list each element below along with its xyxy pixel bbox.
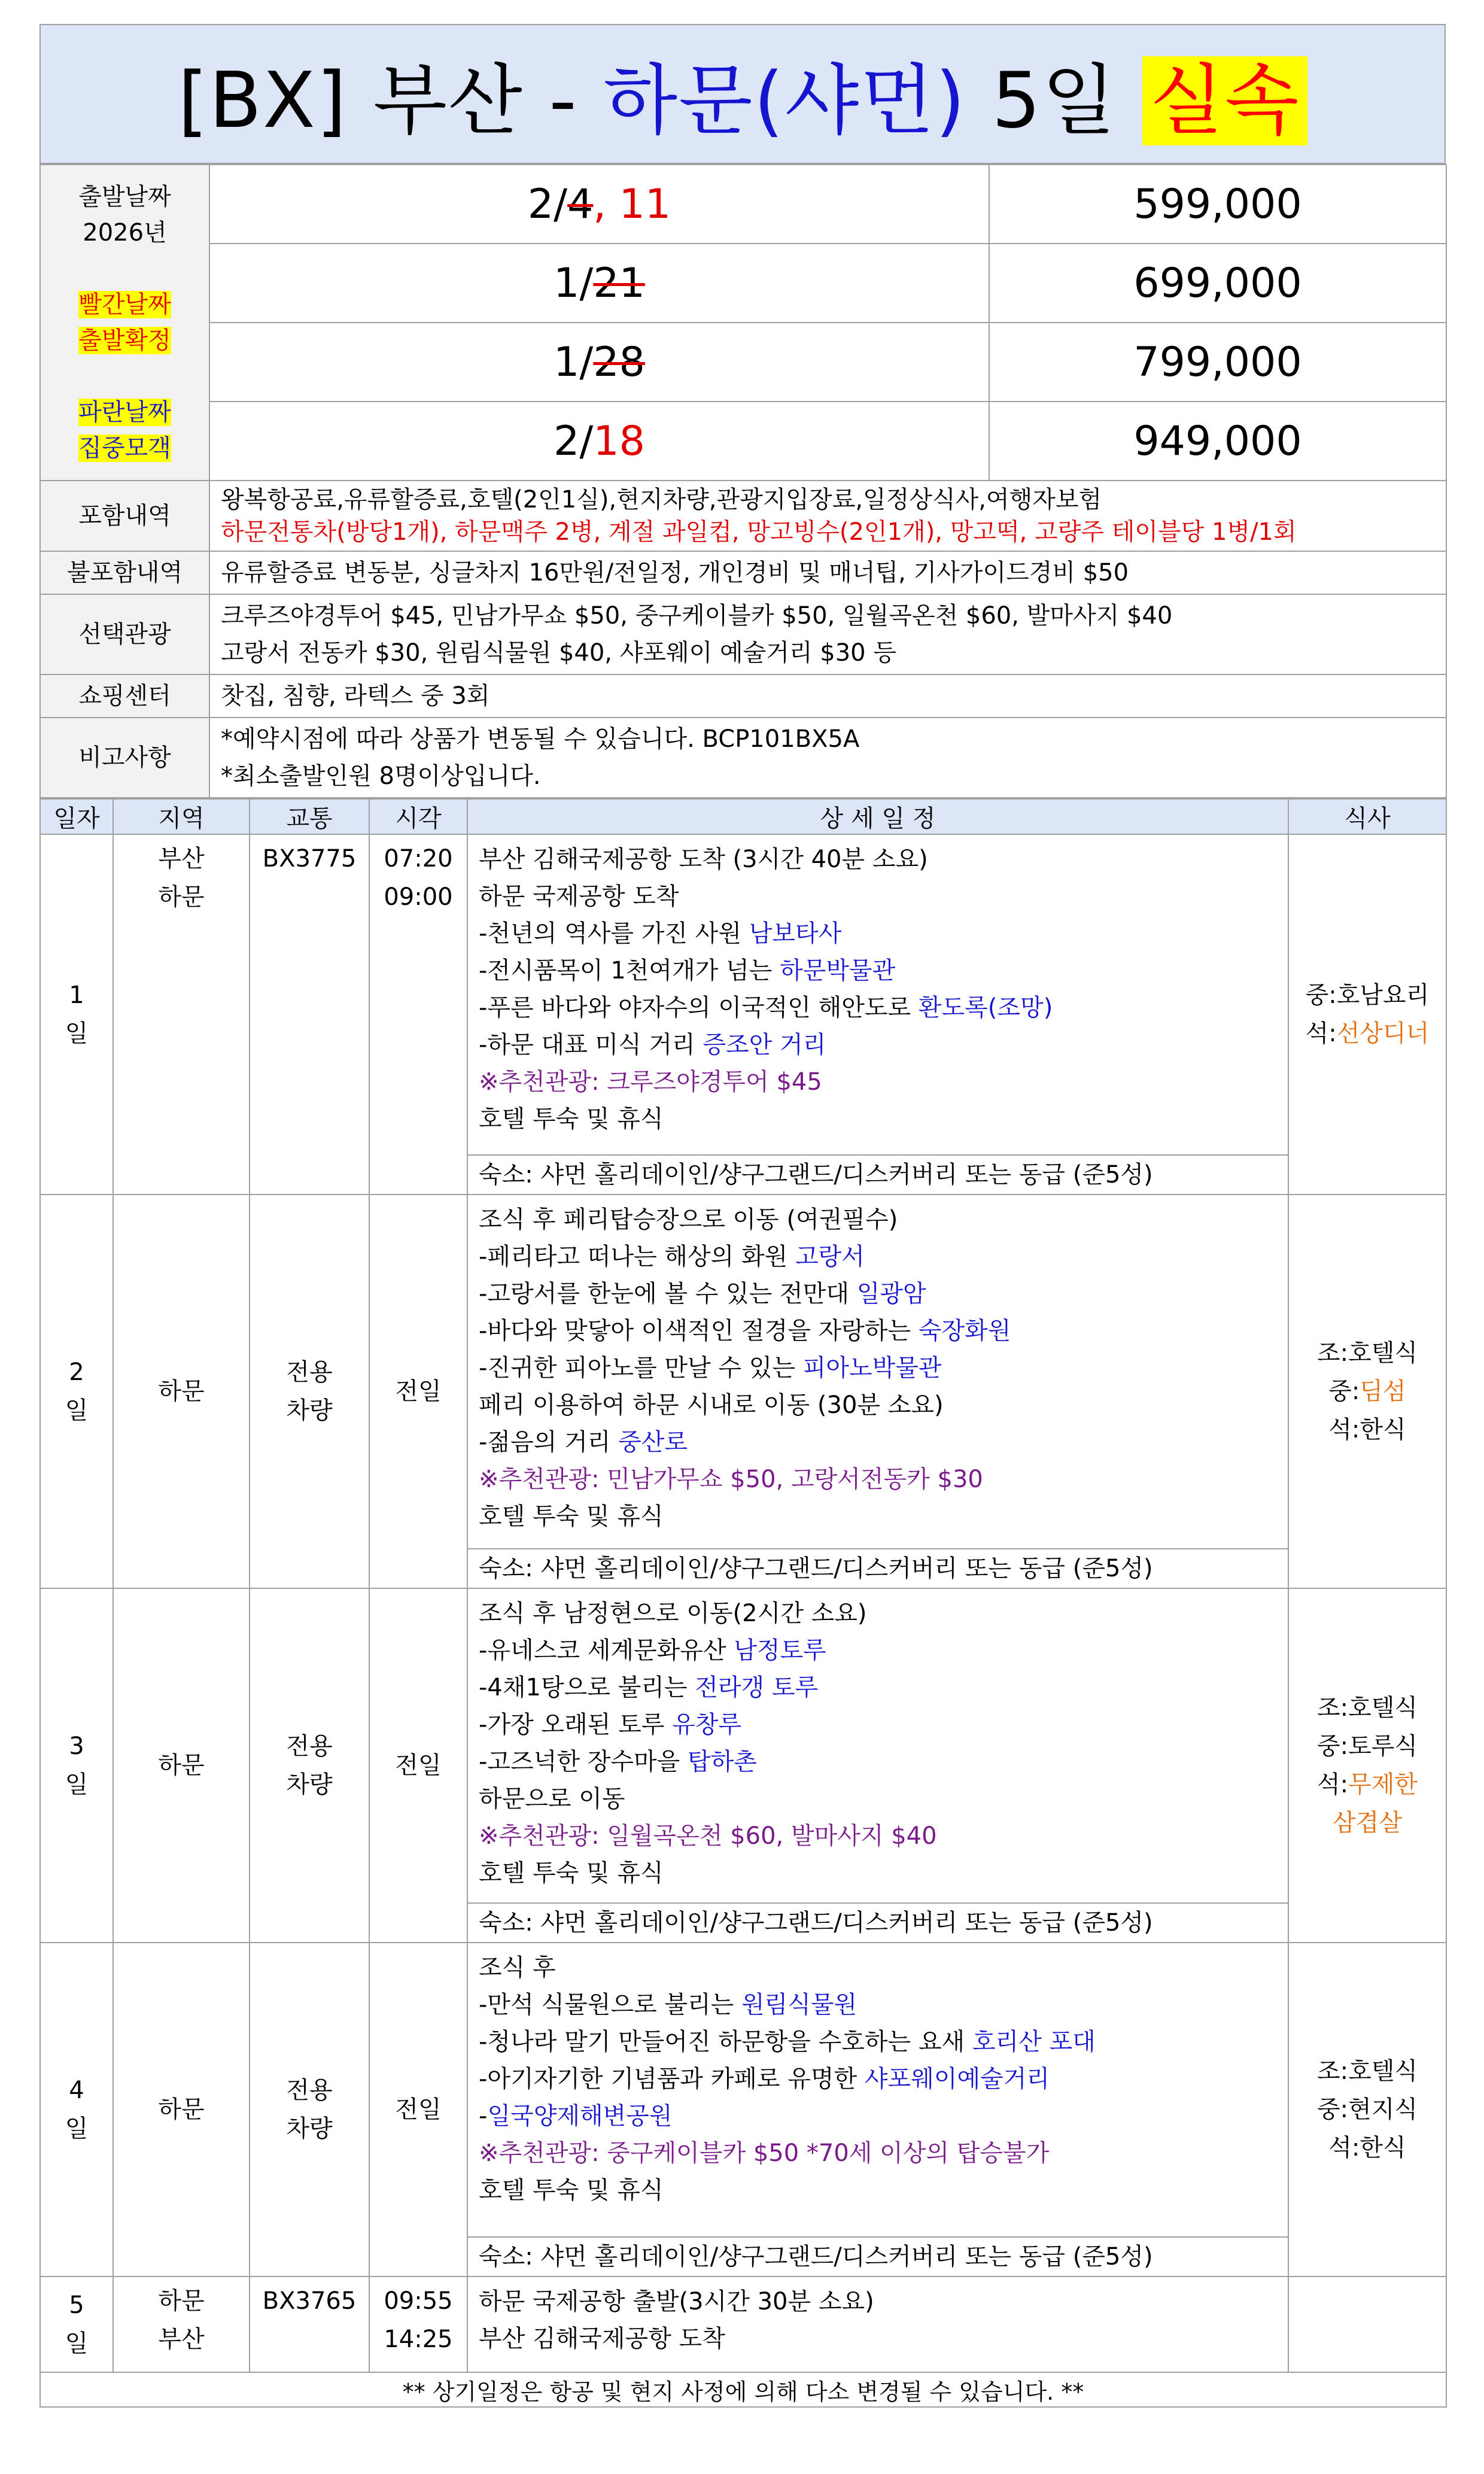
red-date-note-2: 출발확정 <box>78 327 171 354</box>
day-transport-text: 차량 <box>286 1397 333 1424</box>
day-time <box>369 1588 467 1943</box>
schedule-line: ※추천관광: 민남가무쇼 $50, 고랑서전동카 $30 <box>479 1466 983 1493</box>
meal-line: 석:한식 <box>1328 2134 1406 2162</box>
day-transport-text: 전용 <box>286 1358 333 1386</box>
day-meals <box>1288 1943 1446 2277</box>
header-time: 시각 <box>369 799 467 834</box>
schedule-line: 페리 이용하여 하문 시내로 이동 (30분 소요) <box>479 1391 944 1419</box>
options-line: 크루즈야경투어 $45, 민남가무쇼 $50, 중구케이블카 $50, 일월곡온천 $60, 발마사지 $40 <box>221 602 1173 630</box>
day-transport <box>250 1195 369 1588</box>
schedule-line: ※추천관광: 크루즈야경투어 $45 <box>479 1068 822 1096</box>
blue-date-note-2: 집중모객 <box>78 434 171 462</box>
day-number-text: 4 <box>69 2077 84 2104</box>
day-region <box>113 2277 250 2372</box>
meal-line: 석:한식 <box>1328 1416 1406 1443</box>
day-schedule <box>467 2277 1288 2372</box>
day-transport-text: BX3775 <box>262 845 357 873</box>
day-number-text: 일 <box>65 2115 89 2142</box>
day-transport <box>250 2277 369 2372</box>
schedule-line: 호텔 투숙 및 휴식 <box>479 2177 664 2204</box>
day-number <box>40 2277 113 2372</box>
hotel-info: 숙소: 샤먼 홀리데이인/샹구그랜드/디스커버리 또는 동급 (준5성) <box>468 2236 1288 2276</box>
tour-price: 949,000 <box>989 402 1446 481</box>
schedule-line: 하문 국제공항 도착 <box>479 883 679 910</box>
price-info-table <box>39 164 1447 798</box>
day-time-text: 07:20 <box>384 845 453 873</box>
options-label: 선택관광 <box>40 594 209 674</box>
day-transport-text: 차량 <box>286 1771 333 1798</box>
day-region <box>113 1195 250 1588</box>
schedule-line: -만석 식물원으로 불리는 원림식물원 <box>479 1991 857 2019</box>
confirmed-date: 11 <box>619 180 671 228</box>
schedule-line: -4채1탕으로 불리는 전라갱 토루 <box>479 1674 819 1701</box>
remarks-line: *예약시점에 따라 상품가 변동될 수 있습니다. BCP101BX5A <box>221 725 860 753</box>
schedule-line: 조식 후 페리탑승장으로 이동 (여권필수) <box>479 1206 898 1233</box>
departure-date: 2/18 <box>209 402 989 481</box>
day-time <box>369 1195 467 1588</box>
blue-date-note: 파란날짜 <box>78 399 171 426</box>
schedule-line: 부산 김해국제공항 도착 (3시간 40분 소요) <box>479 846 928 873</box>
day-number-text: 1 <box>69 981 84 1009</box>
tour-price: 599,000 <box>989 165 1446 244</box>
day-transport <box>250 1943 369 2277</box>
meal-line: 조:호텔식 <box>1316 2057 1418 2085</box>
day-transport-text: BX3765 <box>262 2287 357 2315</box>
day-time <box>369 834 467 1195</box>
confirmed-date: 18 <box>593 417 645 465</box>
day-transport-text: 전용 <box>286 1733 333 1760</box>
day-number-text: 일 <box>65 1020 89 1047</box>
shopping-content: 찻집, 침향, 라텍스 중 3회 <box>209 674 1446 718</box>
day-row <box>40 834 1446 1195</box>
day-number-text: 일 <box>65 1771 89 1798</box>
included-content <box>209 481 1446 551</box>
schedule-line: 조식 후 <box>479 1954 556 1981</box>
day-region-text: 하문 <box>158 1752 205 1779</box>
day-row <box>40 1195 1446 1588</box>
itinerary-page <box>39 24 1446 2408</box>
schedule-line: 호텔 투숙 및 휴식 <box>479 1503 664 1530</box>
day-meals <box>1288 1588 1446 1943</box>
page-title <box>40 25 1445 163</box>
schedule-table <box>39 798 1447 2408</box>
cancelled-date: 4 <box>567 180 594 228</box>
tour-price: 699,000 <box>989 244 1446 323</box>
schedule-line: 하문으로 이동 <box>479 1785 625 1813</box>
day-time-text: 전일 <box>395 1378 442 1405</box>
day-region-text: 하문 <box>158 1378 205 1405</box>
day-schedule <box>467 1588 1288 1943</box>
header-region: 지역 <box>113 799 250 834</box>
day-number-text: 3 <box>69 1733 84 1760</box>
day-number <box>40 1943 113 2277</box>
remarks-line: *최소출발인원 8명이상입니다. <box>221 762 541 790</box>
day-number <box>40 834 113 1195</box>
cancelled-date: 28 <box>593 338 645 386</box>
schedule-line: -유네스코 세계문화유산 남정토루 <box>479 1637 826 1664</box>
day-number <box>40 1588 113 1943</box>
day-meals <box>1288 834 1446 1195</box>
schedule-line: -젊음의 거리 중산로 <box>479 1429 688 1456</box>
day-time <box>369 2277 467 2372</box>
schedule-line: -가장 오래된 토루 유창루 <box>479 1711 741 1739</box>
day-region-text: 부산 <box>158 2326 205 2353</box>
day-number-text: 일 <box>65 2330 89 2357</box>
excluded-content: 유류할증료 변동분, 싱글차지 16만원/전일정, 개인경비 및 매너팁, 기사가이드경비 $50 <box>209 551 1446 594</box>
schedule-line: -천년의 역사를 가진 사원 남보타사 <box>479 920 842 947</box>
day-row <box>40 2277 1446 2372</box>
day-transport <box>250 834 369 1195</box>
day-region-text: 하문 <box>158 2287 205 2315</box>
day-schedule <box>467 834 1288 1195</box>
schedule-line: 조식 후 남정현으로 이동(2시간 소요) <box>479 1600 867 1627</box>
shopping-label: 쇼핑센터 <box>40 674 209 718</box>
schedule-line: 부산 김해국제공항 도착 <box>479 2325 725 2353</box>
meal-line: 석:무제한 <box>1316 1771 1418 1798</box>
red-date-note: 빨간날짜 <box>78 291 171 318</box>
tour-price: 799,000 <box>989 323 1446 402</box>
day-transport-text: 전용 <box>286 2077 333 2104</box>
day-transport <box>250 1588 369 1943</box>
title-prefix: [BX] 부산 - <box>178 56 604 145</box>
schedule-line: 하문 국제공항 출발(3시간 30분 소요) <box>479 2288 874 2315</box>
title-days: 5일 <box>966 56 1143 145</box>
schedule-line: -고즈넉한 장수마을 탑하촌 <box>479 1748 757 1776</box>
day-region <box>113 1588 250 1943</box>
day-number-text: 2 <box>69 1358 84 1386</box>
meal-line: 중:호남요리 <box>1305 981 1430 1009</box>
header-detail: 상 세 일 정 <box>467 799 1288 834</box>
header-meals: 식사 <box>1288 799 1446 834</box>
hotel-info: 숙소: 샤먼 홀리데이인/샹구그랜드/디스커버리 또는 동급 (준5성) <box>468 1154 1288 1194</box>
departure-date: 1/21 <box>209 244 989 323</box>
day-region-text: 부산 <box>158 845 205 873</box>
day-number <box>40 1195 113 1588</box>
meal-line: 중:현지식 <box>1316 2096 1418 2123</box>
departure-date: 2/4, 11 <box>209 165 989 244</box>
included-line: 왕복항공료,유류할증료,호텔(2인1실),현지차량,관광지입장료,일정상식사,여행자보험 <box>221 486 1102 513</box>
departure-year: 2026년 <box>83 219 167 247</box>
title-table <box>39 24 1446 164</box>
options-content <box>209 594 1446 674</box>
excluded-label: 불포함내역 <box>40 551 209 594</box>
schedule-header <box>40 799 1446 834</box>
title-badge: 실속 <box>1142 56 1307 145</box>
meal-line: 삼겹살 <box>1333 1809 1402 1837</box>
day-meals <box>1288 1195 1446 1588</box>
footer-note: ** 상기일정은 항공 및 현지 사정에 의해 다소 변경될 수 있습니다. ** <box>40 2372 1446 2407</box>
meal-line: 조:호텔식 <box>1316 1694 1418 1722</box>
schedule-line: -푸른 바다와 야자수의 이국적인 해안도로 환도록(조망) <box>479 994 1053 1022</box>
departure-date: 1/28 <box>209 323 989 402</box>
day-schedule <box>467 1195 1288 1588</box>
schedule-line: -하문 대표 미식 거리 증조안 거리 <box>479 1031 826 1059</box>
day-region <box>113 1943 250 2277</box>
day-time-text: 전일 <box>395 2096 442 2123</box>
remarks-label: 비고사항 <box>40 718 209 798</box>
day-region-text: 하문 <box>158 883 205 911</box>
options-line: 고랑서 전동카 $30, 원림식물원 $40, 샤포웨이 예술거리 $30 등 <box>221 639 896 667</box>
schedule-line: -일국양제해변공원 <box>479 2102 673 2130</box>
schedule-line: -페리타고 떠나는 해상의 화원 고랑서 <box>479 1243 865 1271</box>
schedule-line: ※추천관광: 중구케이블카 $50 *70세 이상의 탑승불가 <box>479 2139 1050 2167</box>
schedule-line: 호텔 투숙 및 휴식 <box>479 1105 664 1133</box>
schedule-line: -아기자기한 기념품과 카페로 유명한 샤포웨이예술거리 <box>479 2065 1050 2093</box>
departure-label: 출발날짜 <box>78 183 171 211</box>
hotel-info: 숙소: 샤먼 홀리데이인/샹구그랜드/디스커버리 또는 동급 (준5성) <box>468 1902 1288 1942</box>
day-row <box>40 1943 1446 2277</box>
day-region <box>113 834 250 1195</box>
meal-line: 석:선상디너 <box>1305 1020 1430 1047</box>
schedule-line: -전시품목이 1천여개가 넘는 하문박물관 <box>479 957 896 984</box>
day-time <box>369 1943 467 2277</box>
schedule-line: -고랑서를 한눈에 볼 수 있는 전만대 일광암 <box>479 1280 926 1308</box>
schedule-line: -진귀한 피아노를 만날 수 있는 피아노박물관 <box>479 1354 942 1382</box>
remarks-content <box>209 718 1446 798</box>
day-meals <box>1288 2277 1446 2372</box>
included-label: 포함내역 <box>40 481 209 551</box>
day-time-text: 14:25 <box>384 2326 453 2353</box>
title-destination: 하문(샤먼) <box>603 56 966 145</box>
departure-label-cell <box>40 165 209 481</box>
cancelled-date: 21 <box>593 259 645 307</box>
included-bonus-line: 하문전통차(방당1개), 하문맥주 2병, 계절 과일컵, 망고빙수(2인1개), 망고떡, 고량주 테이블당 1병/1회 <box>221 518 1297 546</box>
day-region-text: 하문 <box>158 2096 205 2123</box>
day-row <box>40 1588 1446 1943</box>
schedule-line: ※추천관광: 일월곡온천 $60, 발마사지 $40 <box>479 1822 937 1850</box>
hotel-info: 숙소: 샤먼 홀리데이인/샹구그랜드/디스커버리 또는 동급 (준5성) <box>468 1548 1288 1588</box>
schedule-line: -바다와 맞닿아 이색적인 절경을 자랑하는 숙장화원 <box>479 1317 1011 1345</box>
schedule-line: 호텔 투숙 및 휴식 <box>479 1859 664 1887</box>
day-schedule <box>467 1943 1288 2277</box>
header-day: 일자 <box>40 799 113 834</box>
schedule-line: -청나라 말기 만들어진 하문항을 수호하는 요새 호리산 포대 <box>479 2028 1096 2056</box>
day-transport-text: 차량 <box>286 2115 333 2142</box>
day-number-text: 5 <box>69 2291 84 2319</box>
day-time-text: 09:55 <box>384 2287 453 2315</box>
meal-line: 중:딤섬 <box>1328 1378 1406 1405</box>
meal-line: 중:토루식 <box>1316 1733 1418 1760</box>
day-time-text: 09:00 <box>384 883 453 911</box>
meal-line: 조:호텔식 <box>1316 1339 1418 1367</box>
day-number-text: 일 <box>65 1397 89 1424</box>
header-transport: 교통 <box>250 799 369 834</box>
day-time-text: 전일 <box>395 1752 442 1779</box>
